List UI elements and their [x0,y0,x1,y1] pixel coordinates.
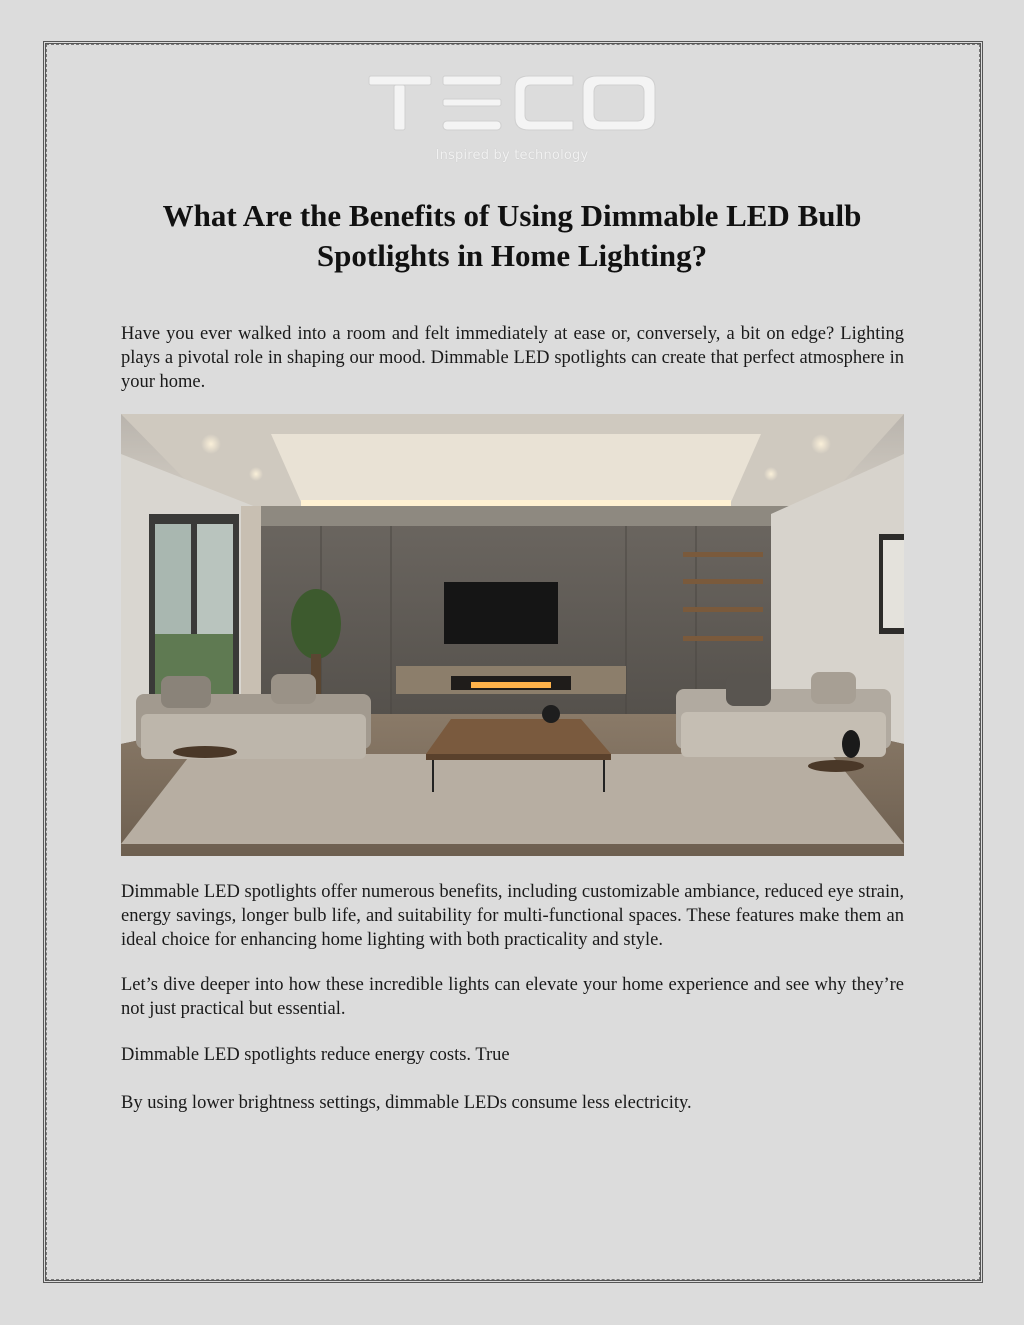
teco-logo-mark [367,70,657,134]
intro-paragraph: Have you ever walked into a room and felt immediately at ease or, conversely, a bit on edge? Lighting plays a pivotal role in shaping our mood. Dimmable LED spotlights can create that perfect atmosphere in your home. [121,324,904,392]
benefits-paragraph: Dimmable LED spotlights offer numerous benefits, including customizable ambiance, reduced eye strain, energy savings, longer bulb life, and suitability for multi-functional spaces. These features make them an ideal choice for enhancing home lighting with both practicality and style. [121,882,904,950]
energy-claim-paragraph: Dimmable LED spotlights reduce energy costs. True [121,1045,510,1065]
energy-explanation-paragraph: By using lower brightness settings, dimmable LEDs consume less electricity. [121,1093,692,1113]
dive-deeper-paragraph: Let’s dive deeper into how these incredible lights can elevate your home experience and see why they’re not just practical but essential. [121,975,904,1019]
article-title: What Are the Benefits of Using Dimmable LED Bulb Spotlights in Home Lighting? [162,198,862,273]
teco-logo [0,70,1024,134]
brand-tagline: Inspired by technology [435,148,589,163]
living-room-photo [121,414,904,856]
